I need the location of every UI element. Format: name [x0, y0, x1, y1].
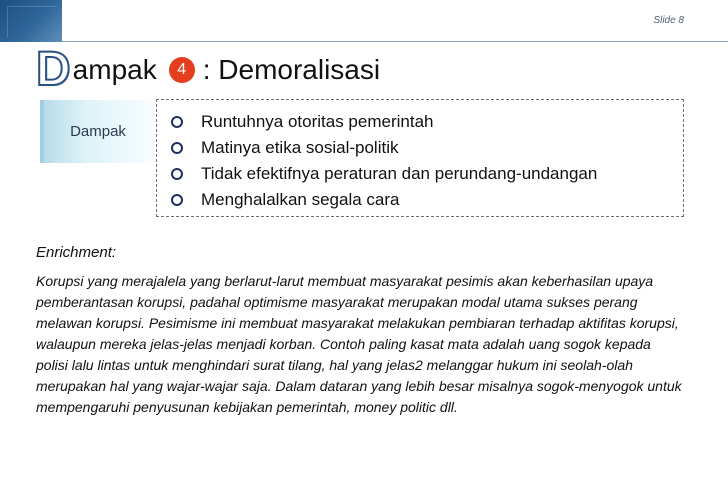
impact-bullet-box: [156, 99, 684, 217]
impact-bullet-text: Runtuhnya otoritas pemerintah: [201, 112, 434, 131]
impact-bullet-text: Menghalalkan segala cara: [201, 190, 400, 209]
slide-title: [36, 43, 381, 96]
title-subject: : Demoralisasi: [202, 54, 381, 85]
impact-bullet-item: [171, 135, 683, 161]
circle-bullet-icon: [171, 116, 201, 128]
section-label: Dampak: [70, 123, 126, 140]
impact-bullet-item: [171, 161, 683, 187]
circle-bullet-icon: [171, 194, 201, 206]
corner-brand-block: [0, 0, 62, 42]
enrichment-section: [36, 244, 686, 418]
title-initial-letter: D: [36, 43, 71, 96]
impact-bullet-text: Matinya etika sosial-politik: [201, 138, 399, 157]
impact-bullet-item: [171, 187, 683, 213]
impact-bullet-text: Tidak efektifnya peraturan dan perundang-undangan: [201, 164, 598, 183]
impact-bullet-item: [171, 109, 683, 135]
impact-bullet-list: [171, 109, 683, 213]
header-divider: [62, 41, 728, 42]
section-label-panel: [40, 100, 152, 163]
enrichment-body-text: Korupsi yang merajalela yang berlarut-larut membuat masyarakat pesimis akan keberhasilan upaya pemberantasan korupsi, padahal optimisme masyarakat merupakan modal utama sukses perang melawan korupsi. Pesimisme ini membuat masyarakat melakukan pembiaran terhadap aktifitas korupsi, walaupun mereka jelas-jelas menjadi korban. Contoh paling kasat mata adalah uang sogok kepada polisi lalu lintas untuk menghindari surat tilang, hal yang jelas2 melanggar hukum ini seolah-olah merupakan hal yang wajar-wajar saja. Dalam dataran yang lebih besar misalnya sogok-menyogok untuk mempengaruhi penyusunan kebijakan pemerintah, money politic dll.: [36, 273, 682, 415]
title-word: ampak: [72, 54, 157, 85]
slide-number-label: Slide 8: [653, 15, 684, 26]
circle-bullet-icon: [171, 142, 201, 154]
circle-bullet-icon: [171, 168, 201, 180]
title-number-badge: 4: [169, 57, 195, 83]
enrichment-heading: Enrichment:: [36, 244, 117, 261]
